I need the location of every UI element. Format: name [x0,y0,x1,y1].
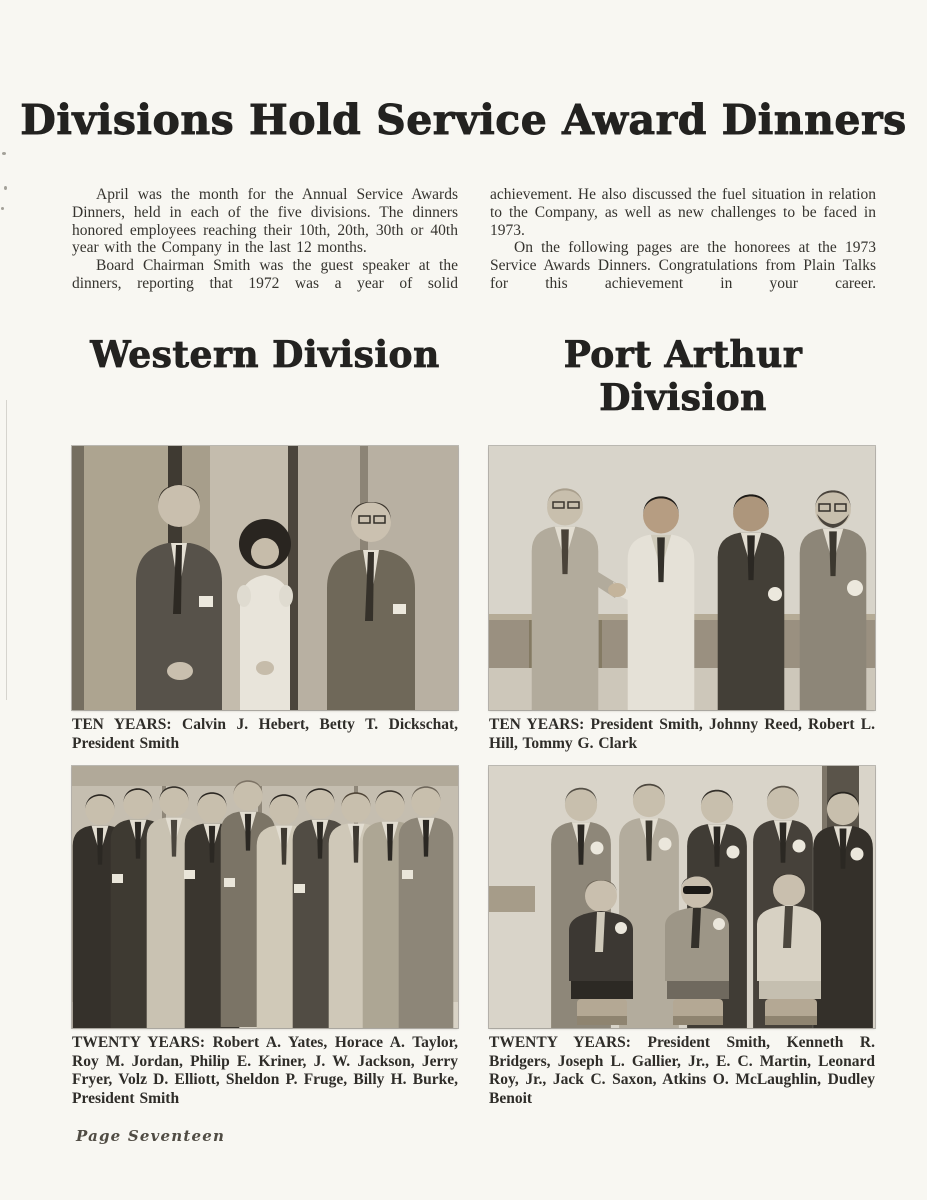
photo-port-arthur-ten-years [489,446,875,710]
scan-edge-line [6,400,7,700]
scan-speck [2,152,6,155]
port-arthur-twenty-photo-illustration [489,766,875,1028]
intro-column-left [72,186,458,293]
person-figure [399,786,454,1028]
section-heading-port-arthur: Port Arthur Division [563,334,803,419]
photo-caption-port-arthur-twenty: TWENTY YEARS: President Smith, Kenneth R. Bridgers, Joseph L. Gallier, Jr., E. C. Martin, Leonard Roy, Jr., Jack C. Saxon, Atkins O. McLaughlin, Dudley Benoit [489,1034,875,1107]
western-twenty-photo-illustration [72,766,458,1028]
port-arthur-ten-photo-illustration [489,446,875,710]
page-title: Divisions Hold Service Award Dinners [20,96,907,144]
photo-caption-port-arthur-ten: TEN YEARS: President Smith, Johnny Reed, Robert L. Hill, Tommy G. Clark [489,716,875,752]
person-figure [237,519,293,710]
intro-paragraph: Board Chairman Smith was the guest speaker at the dinners, reporting that 1972 was a year of solid [72,257,458,292]
scan-speck [4,186,7,190]
photo-western-twenty-years [72,766,458,1028]
western-ten-photo-illustration [72,446,458,710]
intro-paragraph: April was the month for the Annual Service Awards Dinners, held in each of the five divisions. The dinners honored employees reaching their 10th, 20th, 30th or 40th year with the Company in the last 12 months. [72,186,458,257]
photo-caption-western-twenty: TWENTY YEARS: Robert A. Yates, Horace A. Taylor, Roy M. Jordan, Philip E. Kriner, J. W. Jackson, Jerry Fryer, Volz D. Elliott, Sheldon P. Fruge, Billy H. Burke, President Smith [72,1034,458,1107]
photo-port-arthur-twenty-years [489,766,875,1028]
intro-column-right [490,186,876,293]
footer-page-number: Page Seventeen [76,1127,226,1145]
photo-caption-western-ten: TEN YEARS: Calvin J. Hebert, Betty T. Dickschat, President Smith [72,716,458,752]
section-heading-western: Western Division [90,334,440,376]
scan-speck [1,207,4,210]
intro-paragraph: achievement. He also discussed the fuel situation in relation to the Company, as well as new challenges to be faced in 1973. [490,186,876,239]
intro-paragraph: On the following pages are the honorees at the 1973 Service Awards Dinners. Congratulations from Plain Talks for this achievement in your career. [490,239,876,292]
photo-western-ten-years [72,446,458,710]
